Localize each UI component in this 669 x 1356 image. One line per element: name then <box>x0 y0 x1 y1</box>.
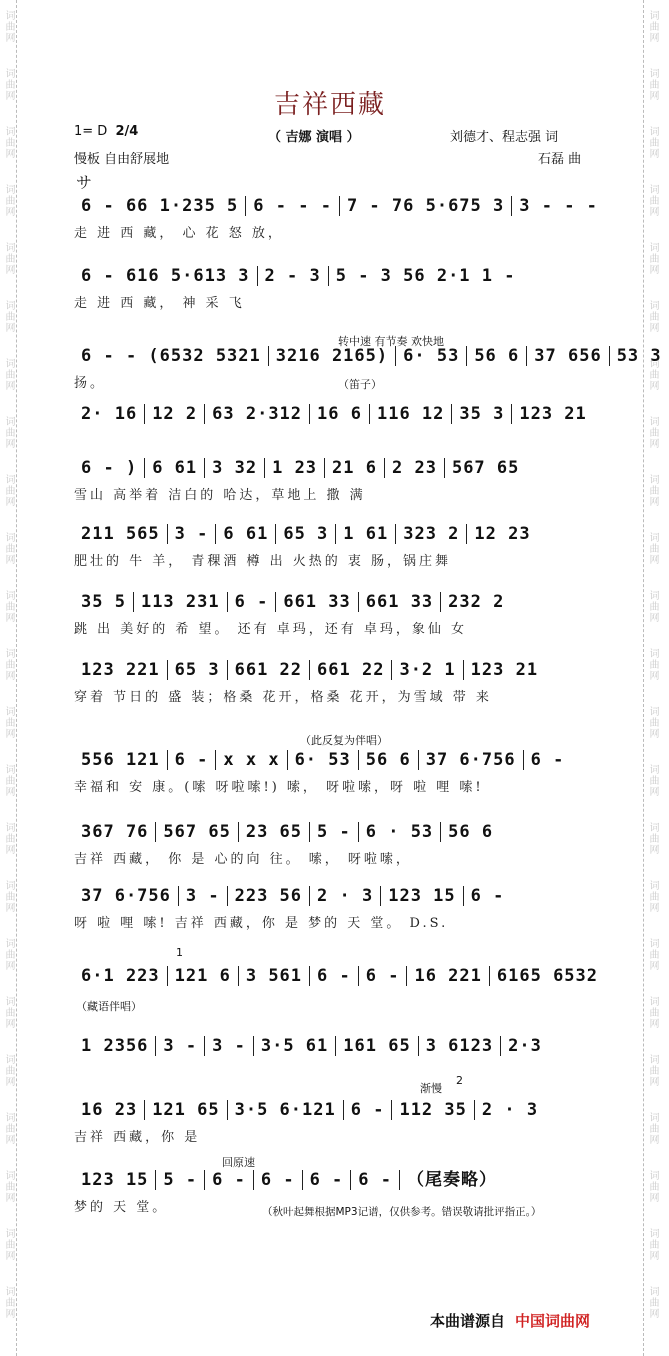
measure: 6 - <box>228 592 277 612</box>
measure: 123 15 <box>381 886 463 906</box>
measure: 21 6 <box>325 458 385 478</box>
lyrics-line: 吉祥 西藏， 你 是 心的向 往。 嗦， 呀啦嗦， <box>74 852 412 867</box>
measure: 3·5 61 <box>254 1036 336 1056</box>
measure: 3 561 <box>239 966 310 986</box>
measure: 123 221 <box>74 660 168 680</box>
measure: 5 - <box>156 1170 205 1190</box>
watermark-text: 词曲网 <box>3 648 14 681</box>
measure: 161 65 <box>336 1036 418 1056</box>
repeat-note-mark: （此反复为伴唱） <box>300 734 388 747</box>
watermark-text: 词曲网 <box>3 474 14 507</box>
measure: 556 121 <box>74 750 168 770</box>
watermark-text: 词曲网 <box>3 1112 14 1145</box>
right-watermark-strip <box>643 0 660 1356</box>
measure: 661 33 <box>359 592 441 612</box>
measure: 6 61 <box>145 458 205 478</box>
watermark-text: 词曲网 <box>3 126 14 159</box>
measure: 3 - <box>179 886 228 906</box>
measure: 6 - <box>254 1170 303 1190</box>
measure: 5 - 3 56 2·1 1 - <box>335 266 516 286</box>
measure: 6 - <box>310 966 359 986</box>
volta-2-mark: 2 <box>456 1074 463 1087</box>
lyrics-line: 肥壮的 牛 羊， 青稞酒 樽 出 火热的 衷 肠，锅庄舞 <box>74 554 452 569</box>
measure: 6· 53 <box>288 750 359 770</box>
measure: 6165 6532 <box>496 966 599 986</box>
measure: 3 - - - <box>519 196 598 216</box>
watermark-text: 词曲网 <box>3 880 14 913</box>
watermark-text: 词曲网 <box>647 1286 658 1319</box>
watermark-text: 词曲网 <box>3 996 14 1029</box>
measure: 121 65 <box>145 1100 227 1120</box>
watermark-text: 词曲网 <box>647 416 658 449</box>
key-signature <box>74 124 138 139</box>
watermark-text: 词曲网 <box>647 1170 658 1203</box>
composer-credit: 石磊 曲 <box>538 152 582 167</box>
notation-row <box>74 592 584 612</box>
notation-row <box>74 660 584 680</box>
watermark-text: 词曲网 <box>3 300 14 333</box>
measure: 56 6 <box>448 822 494 842</box>
measure: 53 3 <box>616 346 662 366</box>
measure: 35 5 <box>74 592 134 612</box>
watermark-text: 词曲网 <box>3 10 14 43</box>
footer-source-label: 本曲谱源自 <box>430 1312 506 1330</box>
measure: 16 221 <box>407 966 489 986</box>
singer-credit: （ 吉娜 演唱 ） <box>268 130 360 145</box>
measure: 6· 53 <box>396 346 467 366</box>
watermark-text: 词曲网 <box>3 242 14 275</box>
lyrics-line: 扬。 <box>74 376 107 391</box>
measure: 12 23 <box>474 524 531 544</box>
tempo-change-mark: 转中速 有节奏 欢快地 <box>338 335 444 348</box>
measure: 661 33 <box>276 592 358 612</box>
measure: 35 3 <box>452 404 512 424</box>
measure: 6 - <box>351 1170 400 1190</box>
measure: 123 15 <box>74 1170 156 1190</box>
measure: 12 2 <box>145 404 205 424</box>
measure: 6 · 53 <box>359 822 441 842</box>
measure: 2 · 3 <box>481 1100 539 1120</box>
measure: 2 · 3 <box>310 886 381 906</box>
measure: 6 - <box>359 966 408 986</box>
notation-row <box>74 966 599 986</box>
lyrics-line: 走 进 西 藏， 神 采 飞 <box>74 296 245 311</box>
measure: 6 61 <box>216 524 276 544</box>
measure: 6 - 616 5·613 3 <box>74 266 258 286</box>
measure: 661 22 <box>310 660 392 680</box>
watermark-text: 词曲网 <box>3 590 14 623</box>
measure: 223 56 <box>228 886 310 906</box>
lyrics-line: 走 进 西 藏， 心 花 怒 放， <box>74 226 284 241</box>
measure: 6 - <box>168 750 217 770</box>
measure: 211 565 <box>74 524 168 544</box>
measure: 6·1 223 <box>74 966 168 986</box>
measure: 37 656 <box>527 346 609 366</box>
notation-row <box>74 346 662 366</box>
measure: x x x <box>216 750 287 770</box>
watermark-text: 词曲网 <box>647 648 658 681</box>
watermark-text: 词曲网 <box>647 532 658 565</box>
measure: 65 3 <box>276 524 336 544</box>
measure: 323 2 <box>396 524 467 544</box>
notation-row <box>74 1170 584 1190</box>
watermark-text: 词曲网 <box>647 1054 658 1087</box>
watermark-text: 词曲网 <box>3 764 14 797</box>
measure: 3 32 <box>205 458 265 478</box>
footer-site-link[interactable]: 中国词曲网 <box>515 1312 591 1330</box>
measure: 7 - 76 5·675 3 <box>340 196 512 216</box>
lyrics-line: 呀 啦 哩 嗦! 吉祥 西藏，你 是 梦的 天 堂。 D.S. <box>74 916 449 931</box>
measure: 6 - <box>344 1100 393 1120</box>
measure: 16 23 <box>74 1100 145 1120</box>
measure: 6 - 66 1·235 5 <box>74 196 246 216</box>
notation-row <box>74 750 584 770</box>
slower-mark: 渐慢 <box>420 1082 442 1095</box>
measure: 567 65 <box>451 458 520 478</box>
measure: 56 6 <box>359 750 419 770</box>
measure: 6 - <box>470 886 505 906</box>
watermark-text: 词曲网 <box>647 880 658 913</box>
watermark-text: 词曲网 <box>3 416 14 449</box>
lyricist-credit: 刘德才、程志强 词 <box>450 130 559 145</box>
watermark-text: 词曲网 <box>647 474 658 507</box>
tibetan-chorus-mark: （藏语伴唱） <box>76 1000 142 1013</box>
watermark-text: 词曲网 <box>647 706 658 739</box>
watermark-text: 词曲网 <box>3 1286 14 1319</box>
measure: 23 65 <box>239 822 310 842</box>
lyrics-line: 幸福和 安 康。(嗦 呀啦嗦!) 嗦， 呀啦嗦，呀 啦 哩 嗦! <box>74 780 484 795</box>
lyrics-line: 雪山 高举着 洁白的 哈达，草地上 撒 满 <box>74 488 366 503</box>
measure: 3·5 6·121 <box>228 1100 344 1120</box>
measure: 6 - - (6532 5321 <box>74 346 269 366</box>
watermark-text: 词曲网 <box>647 126 658 159</box>
measure: 2 - 3 <box>258 266 329 286</box>
measure: 2 23 <box>385 458 445 478</box>
notation-row <box>74 524 584 544</box>
measure: 37 6·756 <box>74 886 179 906</box>
measure: 3 - <box>205 1036 254 1056</box>
watermark-text: 词曲网 <box>647 590 658 623</box>
measure: 112 35 <box>392 1100 474 1120</box>
notation-row <box>74 458 584 478</box>
notation-row <box>74 886 584 906</box>
watermark-text: 词曲网 <box>647 822 658 855</box>
footer-source <box>430 1310 590 1331</box>
measure: 232 2 <box>448 592 505 612</box>
measure: 567 65 <box>156 822 238 842</box>
measure: 123 21 <box>519 404 587 424</box>
measure: 116 12 <box>370 404 452 424</box>
measure: 3 - <box>168 524 217 544</box>
watermark-text: 词曲网 <box>647 358 658 391</box>
notation-row <box>74 196 598 216</box>
watermark-text: 词曲网 <box>3 938 14 971</box>
measure: 16 6 <box>310 404 370 424</box>
measure: 3·2 1 <box>392 660 463 680</box>
measure: 5 - <box>310 822 359 842</box>
measure: 113 231 <box>134 592 228 612</box>
song-title: 吉祥西藏 <box>273 90 386 120</box>
watermark-text: 词曲网 <box>647 10 658 43</box>
left-watermark-strip <box>0 0 17 1356</box>
measure: 1 61 <box>336 524 396 544</box>
watermark-text: 词曲网 <box>647 68 658 101</box>
measure: 3 6123 <box>419 1036 501 1056</box>
watermark-text: 词曲网 <box>647 938 658 971</box>
lyrics-line: 吉祥 西藏，你 是 <box>74 1130 201 1145</box>
notation-row <box>74 822 584 842</box>
measure: 3 - <box>156 1036 205 1056</box>
measure: 37 6·756 <box>419 750 524 770</box>
watermark-text: 词曲网 <box>647 1228 658 1261</box>
lyrics-line: 跳 出 美好的 希 望。 还有 卓玛，还有 卓玛，象仙 女 <box>74 622 468 637</box>
watermark-text: 词曲网 <box>3 1170 14 1203</box>
measure: 2· 16 <box>74 404 145 424</box>
measure: 6 - ) <box>74 458 145 478</box>
watermark-text: 词曲网 <box>647 242 658 275</box>
key-label: 1= D <box>74 124 108 139</box>
volta-1-mark: 1 <box>176 946 183 959</box>
transcription-credit: （秋叶起舞根据MP3记谱，仅供参考。错误敬请批评指正。） <box>262 1206 542 1218</box>
measure: 56 6 <box>467 346 527 366</box>
watermark-text: 词曲网 <box>647 184 658 217</box>
time-signature: 2/4 <box>115 124 139 139</box>
measure: 367 76 <box>74 822 156 842</box>
notation-row <box>74 266 584 286</box>
watermark-text: 词曲网 <box>3 1054 14 1087</box>
watermark-text: 词曲网 <box>3 1228 14 1261</box>
measure: 6 - - - <box>246 196 340 216</box>
measure: 661 22 <box>228 660 310 680</box>
measure: 6 - <box>205 1170 254 1190</box>
measure: （尾奏略） <box>407 1170 498 1190</box>
measure: 63 2·312 <box>205 404 310 424</box>
watermark-text: 词曲网 <box>3 532 14 565</box>
watermark-text: 词曲网 <box>3 68 14 101</box>
tempo-marking: 慢板 自由舒展地 <box>74 152 170 167</box>
watermark-text: 词曲网 <box>647 1112 658 1145</box>
lyrics-line: 梦的 天 堂。 <box>74 1200 169 1215</box>
measure: 6 - <box>303 1170 352 1190</box>
measure: 2·3 <box>508 1036 542 1056</box>
measure: 1 23 <box>265 458 325 478</box>
flute-mark: （笛子） <box>338 378 382 391</box>
watermark-text: 词曲网 <box>3 184 14 217</box>
watermark-text: 词曲网 <box>647 764 658 797</box>
measure: 1 2356 <box>74 1036 156 1056</box>
measure: 121 6 <box>168 966 239 986</box>
watermark-text: 词曲网 <box>3 706 14 739</box>
measure: 65 3 <box>168 660 228 680</box>
watermark-text: 词曲网 <box>647 996 658 1029</box>
measure: 3216 2165) <box>269 346 396 366</box>
notation-row <box>74 1036 584 1056</box>
watermark-text: 词曲网 <box>3 358 14 391</box>
a-tempo-mark: 回原速 <box>222 1156 255 1169</box>
measure: 123 21 <box>470 660 539 680</box>
measure: 6 - <box>530 750 565 770</box>
notation-row <box>74 1100 584 1120</box>
watermark-text: 词曲网 <box>647 300 658 333</box>
free-meter-mark: サ <box>76 173 93 192</box>
notation-row <box>74 404 587 424</box>
lyrics-line: 穿着 节日的 盛 装；格桑 花开，格桑 花开，为雪域 带 来 <box>74 690 492 705</box>
watermark-text: 词曲网 <box>3 822 14 855</box>
